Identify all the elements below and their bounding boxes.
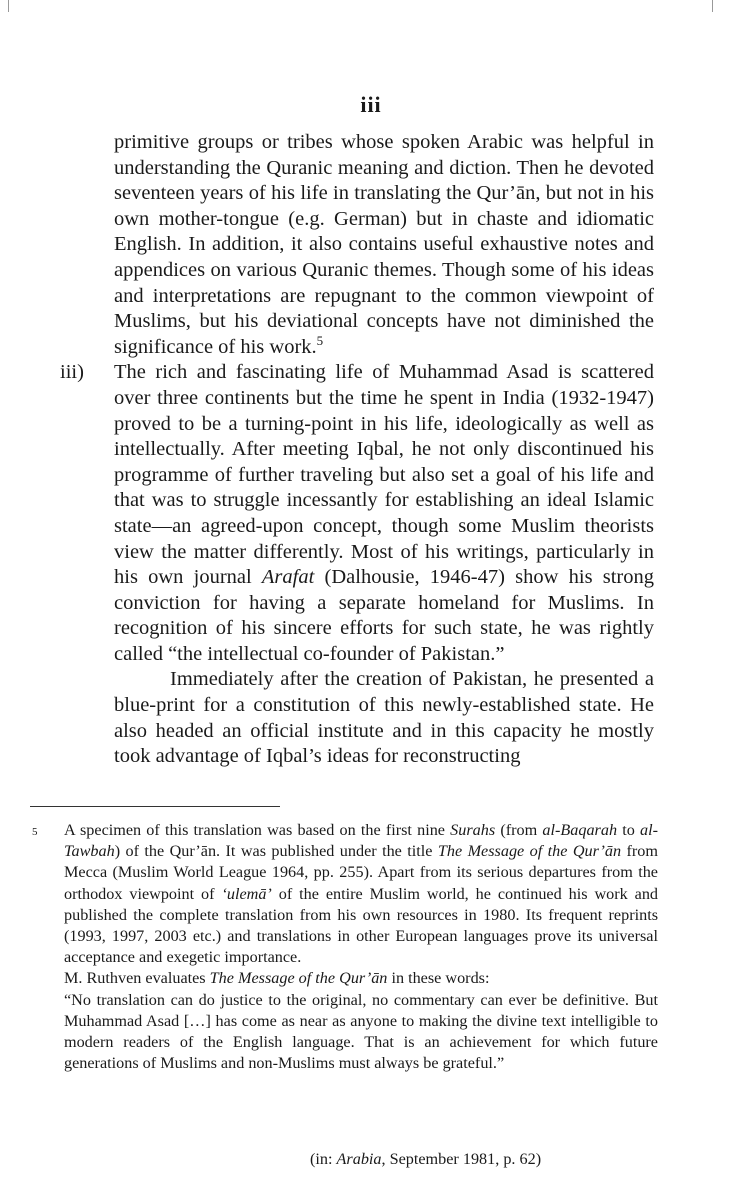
quote-source: (in: Arabia, September 1981, p. 62) <box>310 1150 542 1168</box>
footnote-quote: “No translation can do justice to the original, no commentary can ever be definitive. But Muhammad Asad […] has come as near as anyone to making the divine text intelligible to modern readers of the English language. That is an achievement for which future generations of Muslims and non-Muslims must always be grateful.” <box>64 990 658 1073</box>
scan-mark-right <box>712 0 713 12</box>
footnote-paragraph-1: A specimen of this translation was based on the first nine Surahs (from al-Baqarah to al-Tawbah) of the Qur’ān. It was published under the title The Message of the Qur’ān from Mecca (Muslim World League 1964, pp. 255). Apart from its serious departures from the orthodox viewpoint of ‘ulemā’ of the entire Muslim world, he continued his work and published the complete translation from his own resources in 1980. Its frequent reprints (1993, 1997, 2003 etc.) and translations in other European languages prove its universal acceptance and exegetic importance. <box>64 821 659 967</box>
journal-title: Arafat <box>261 566 315 589</box>
paragraph-1: primitive groups or tribes whose spoken Arabic was helpful in understanding the Quranic meaning and diction. Then he devoted seventeen years of his life in translating the Qur’ān, but not in his own mother-tongue (e.g. German) but in chaste and idiomatic English. In addition, it also contains useful exhaustive notes and appendices on various Quranic themes. Though some of his ideas and interpretations are repugnant to the common viewpoint of Muslims, but his deviational concepts have not diminished the significance of his work.$^5$ <box>114 131 654 358</box>
main-text <box>60 130 654 770</box>
footnote <box>32 820 659 1074</box>
footnote-5 <box>32 820 659 968</box>
footnote-divider <box>30 806 280 807</box>
page-number: iii <box>360 92 382 117</box>
footnote-paragraph-2: M. Ruthven evaluates The Message of the Qur’ān in these words: <box>64 969 490 988</box>
scan-mark-left <box>8 0 9 12</box>
list-item-iii <box>60 360 654 667</box>
footnote-ref[interactable]: 5 <box>316 332 324 348</box>
footnote-number: 5 <box>32 826 38 838</box>
item-marker: iii) <box>60 361 84 384</box>
paragraph-2: The rich and fascinating life of Muhammad Asad is scattered over three continents but the time he spent in India (1932-1947) proved to be a turning-point in his life, ideologically as well as intellectually. After meeting Iqbal, he not only discontinued his programme of further traveling but also set a goal of his life and that was to struggle incessantly for establishing an ideal Islamic state—an agreed-upon concept, though some Muslim theorists view the matter differently. Most of his writings, particularly in his own journal Arafat (Dalhousie, 1946-47) show his strong conviction for having a separate homeland for Muslims. In recognition of his sincere efforts for such state, he was rightly called “the intellectual co-founder of Pakistan.” <box>114 361 654 665</box>
paragraph-3: Immediately after the creation of Pakistan, he presented a blue-print for a constitution of this newly-established state. He also headed an official institute and in this capacity he mostly took advantage of Iqbal’s ideas for reconstructing <box>114 668 654 768</box>
